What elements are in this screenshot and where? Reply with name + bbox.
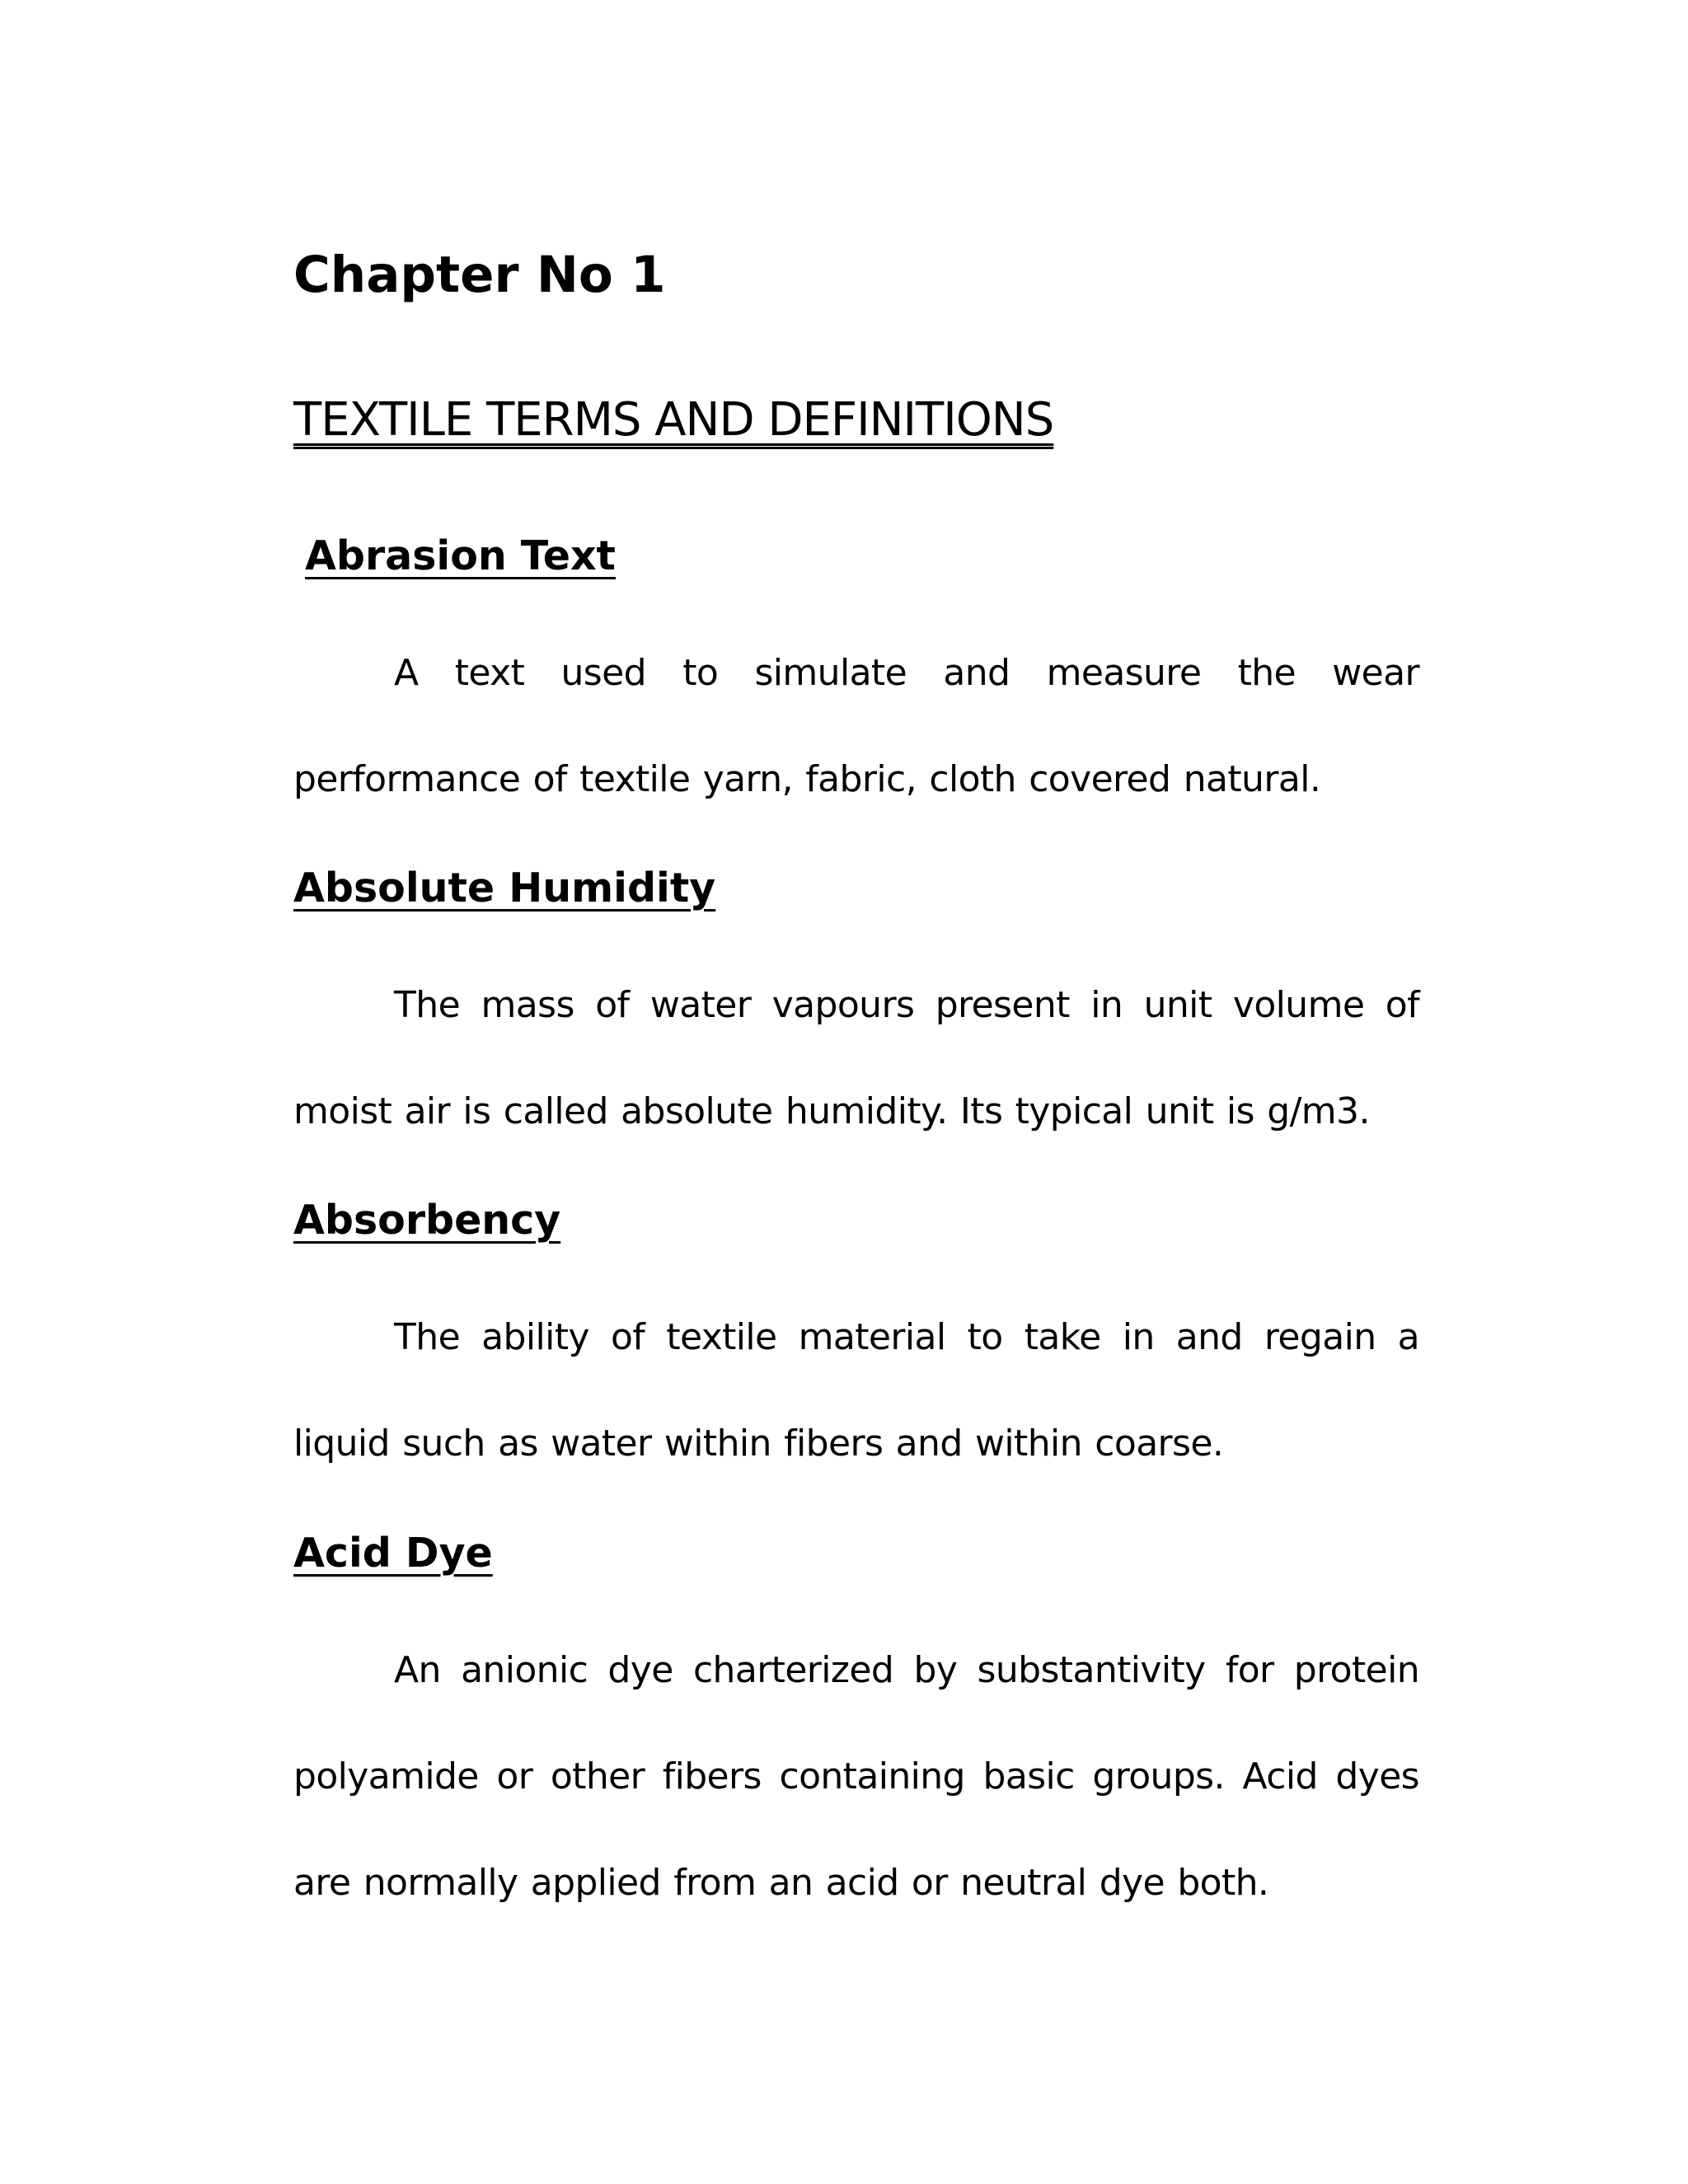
page-title: TEXTILE TERMS AND DEFINITIONS xyxy=(293,393,1054,447)
term-heading-absolute-humidity: Absolute Humidity xyxy=(293,865,716,912)
chapter-heading: Chapter No 1 xyxy=(293,246,666,304)
definition-absorbency: The ability of textile material to take in and regain a liquid such as water within fibers and within coarse. xyxy=(293,1316,1419,1465)
term-heading-acid-dye: Acid Dye xyxy=(293,1530,493,1577)
term-heading-abrasion-text: Abrasion Text xyxy=(305,532,616,579)
definition-absolute-humidity: The mass of water vapours present in unit volume of moist air is called absolute humidity. Its typical unit is g/m3. xyxy=(293,984,1419,1132)
definition-acid-dye: An anionic dye charterized by substantivity for protein polyamide or other fibers containing basic groups. Acid dyes are normally applied from an acid or neutral dye both. xyxy=(293,1649,1419,1904)
term-heading-absorbency: Absorbency xyxy=(293,1197,561,1244)
definition-abrasion-text: A text used to simulate and measure the wear performance of textile yarn, fabric, cloth covered natural. xyxy=(293,652,1419,800)
